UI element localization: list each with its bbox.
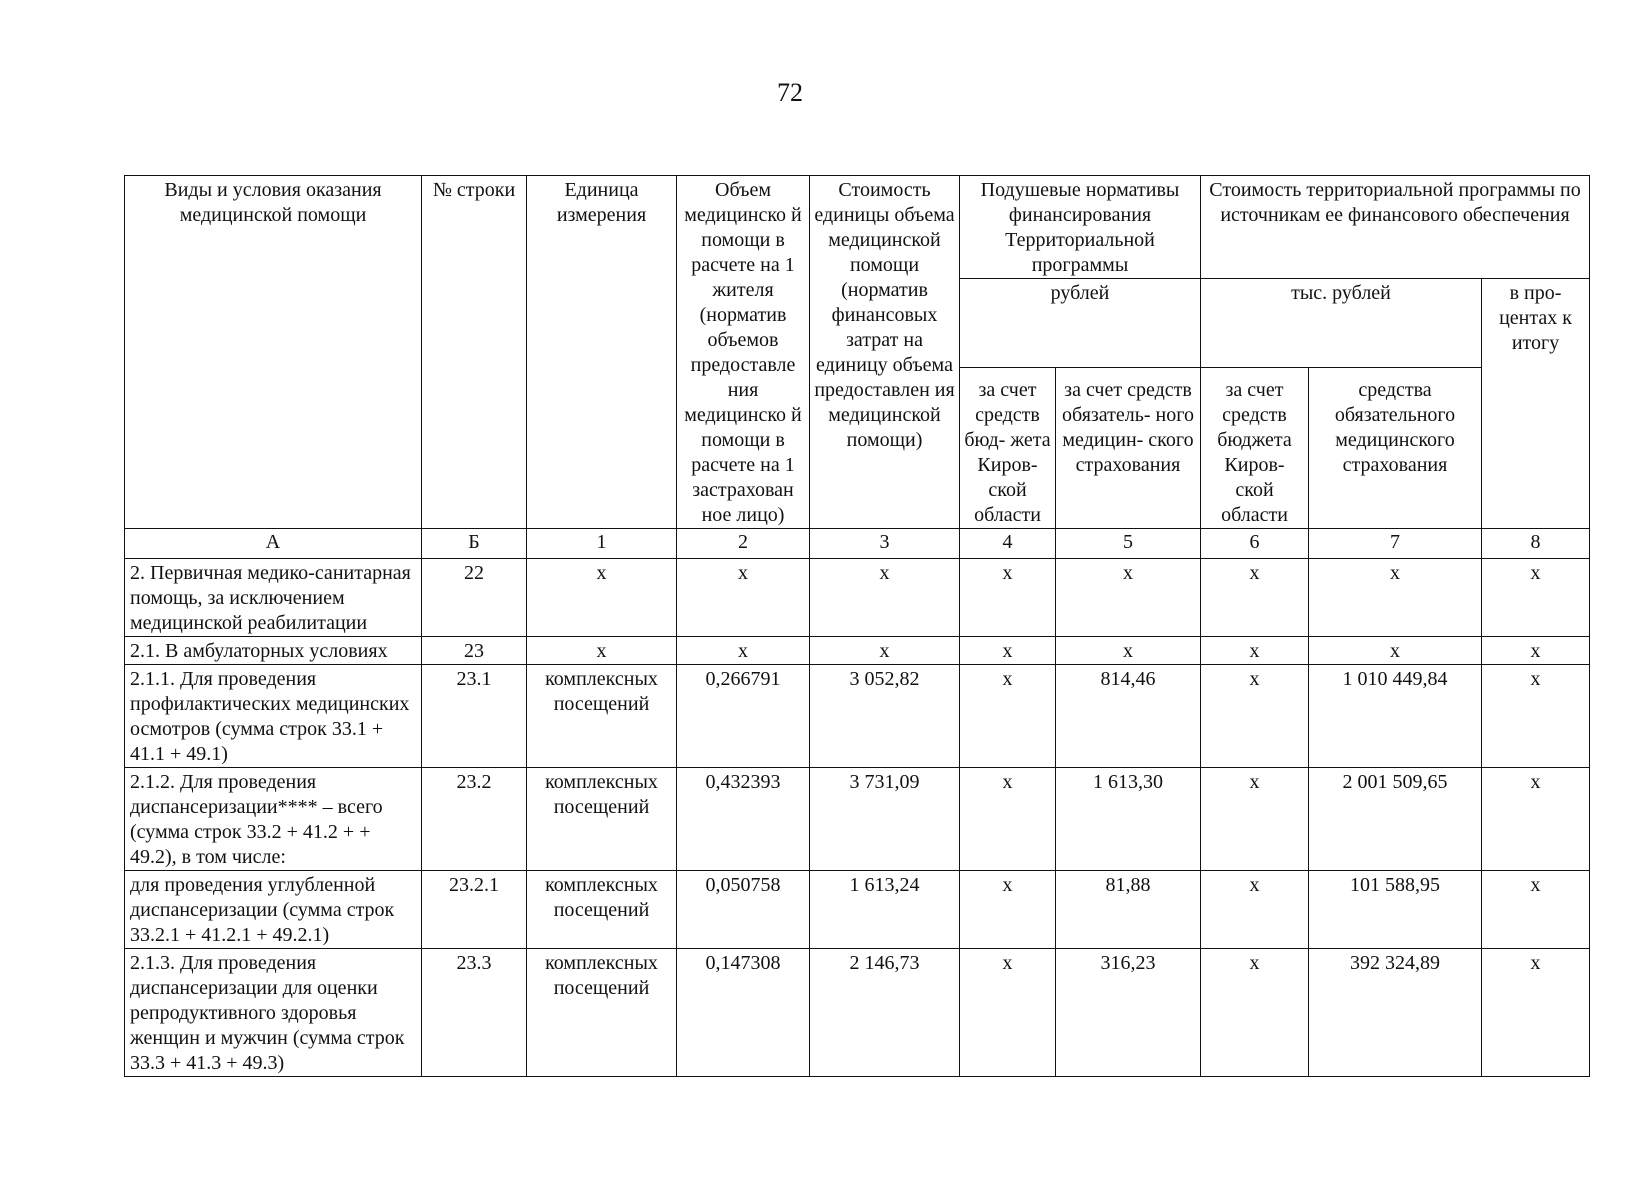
row-unit-cost: 1 613,24 <box>810 871 960 949</box>
row-budget-norm: х <box>960 637 1056 665</box>
row-unit: комплексных посещений <box>527 768 677 871</box>
header-percent: в про- центах к итогу <box>1482 279 1590 529</box>
row-name: 2. Первичная медико-санитарная помощь, за исключением медицинской реабилитации <box>125 559 422 637</box>
row-name: 2.1.1. Для проведения профилактических медицинских осмотров (сумма строк 33.1 + 41.1 + 49.1) <box>125 665 422 768</box>
row-percent: х <box>1482 559 1590 637</box>
row-budget-total: х <box>1201 768 1309 871</box>
row-oms-total: 2 001 509,65 <box>1309 768 1482 871</box>
column-number: 3 <box>810 529 960 559</box>
row-percent: х <box>1482 665 1590 768</box>
row-name: 2.1.3. Для проведения диспансеризации для оценки репродуктивного здоровья женщин и мужчин (сумма строк 33.3 + 41.3 + 49.3) <box>125 949 422 1077</box>
column-number-row <box>125 529 1590 559</box>
table-row <box>125 665 1590 768</box>
row-percent: х <box>1482 768 1590 871</box>
header-budget-norm: за счет средств бюд- жета Киров- ской области <box>960 368 1056 529</box>
row-unit: комплексных посещений <box>527 949 677 1077</box>
row-volume: х <box>677 637 810 665</box>
row-unit: комплексных посещений <box>527 665 677 768</box>
row-budget-total: х <box>1201 665 1309 768</box>
row-line-number: 23.3 <box>422 949 527 1077</box>
row-percent: х <box>1482 949 1590 1077</box>
row-budget-total: х <box>1201 949 1309 1077</box>
column-number: 1 <box>527 529 677 559</box>
row-oms-total: 392 324,89 <box>1309 949 1482 1077</box>
row-volume: х <box>677 559 810 637</box>
column-number: 2 <box>677 529 810 559</box>
header-per-capita-norms: Подушевые нормативы финансирования Территориальной программы <box>960 176 1201 279</box>
row-name: 2.1.2. Для проведения диспансеризации**** – всего (сумма строк 33.2 + 41.2 + + 49.2), в том числе: <box>125 768 422 871</box>
header-rubles: рублей <box>960 279 1201 368</box>
row-unit-cost: х <box>810 637 960 665</box>
row-budget-norm: х <box>960 559 1056 637</box>
header-type-of-care: Виды и условия оказания медицинской помощи <box>125 176 422 529</box>
row-volume: 0,050758 <box>677 871 810 949</box>
row-percent: х <box>1482 871 1590 949</box>
header-unit: Единица измерения <box>527 176 677 529</box>
header-oms-norm: за счет средств обязатель- ного медицин- ского страхования <box>1056 368 1201 529</box>
row-budget-total: х <box>1201 559 1309 637</box>
row-oms-norm: х <box>1056 559 1201 637</box>
row-budget-norm: х <box>960 949 1056 1077</box>
column-number: А <box>125 529 422 559</box>
header-volume: Объем медицинско й помощи в расчете на 1 жителя (норматив объемов предоставле ния медицинско й помощи в расчете на 1 застрахован ное лицо) <box>677 176 810 529</box>
row-line-number: 23.2 <box>422 768 527 871</box>
row-budget-total: х <box>1201 871 1309 949</box>
row-unit-cost: 3 731,09 <box>810 768 960 871</box>
row-line-number: 23.2.1 <box>422 871 527 949</box>
row-oms-total: 1 010 449,84 <box>1309 665 1482 768</box>
row-name: 2.1. В амбулаторных условиях <box>125 637 422 665</box>
row-budget-total: х <box>1201 637 1309 665</box>
column-number: 4 <box>960 529 1056 559</box>
header-program-cost: Стоимость территориальной программы по источникам ее финансового обеспечения <box>1201 176 1590 279</box>
header-budget-total: за счет средств бюджета Киров- ской области <box>1201 368 1309 529</box>
row-oms-norm: х <box>1056 637 1201 665</box>
column-number: Б <box>422 529 527 559</box>
header-line-number: № строки <box>422 176 527 529</box>
header-unit-cost: Стоимость единицы объема медицинской помощи (норматив финансовых затрат на единицу объема предоставлен ия медицинской помощи) <box>810 176 960 529</box>
row-oms-norm: 814,46 <box>1056 665 1201 768</box>
row-unit-cost: х <box>810 559 960 637</box>
column-number: 5 <box>1056 529 1201 559</box>
row-unit-cost: 3 052,82 <box>810 665 960 768</box>
table-row <box>125 637 1590 665</box>
column-number: 8 <box>1482 529 1590 559</box>
row-unit: х <box>527 637 677 665</box>
row-oms-total: х <box>1309 637 1482 665</box>
page-number: 72 <box>777 78 803 107</box>
column-number: 7 <box>1309 529 1482 559</box>
row-volume: 0,266791 <box>677 665 810 768</box>
row-oms-norm: 316,23 <box>1056 949 1201 1077</box>
row-budget-norm: х <box>960 768 1056 871</box>
header-thousand-rubles: тыс. рублей <box>1201 279 1482 368</box>
column-number: 6 <box>1201 529 1309 559</box>
table-row <box>125 559 1590 637</box>
row-oms-norm: 1 613,30 <box>1056 768 1201 871</box>
program-cost-table <box>124 175 1590 1077</box>
row-oms-total: х <box>1309 559 1482 637</box>
row-volume: 0,147308 <box>677 949 810 1077</box>
table-row <box>125 871 1590 949</box>
row-unit-cost: 2 146,73 <box>810 949 960 1077</box>
table-row <box>125 768 1590 871</box>
row-line-number: 23.1 <box>422 665 527 768</box>
row-volume: 0,432393 <box>677 768 810 871</box>
row-budget-norm: х <box>960 871 1056 949</box>
header-oms-total: средства обязательного медицинского страхования <box>1309 368 1482 529</box>
row-name: для проведения углубленной диспансеризации (сумма строк 33.2.1 + 41.2.1 + 49.2.1) <box>125 871 422 949</box>
row-line-number: 23 <box>422 637 527 665</box>
row-line-number: 22 <box>422 559 527 637</box>
row-budget-norm: х <box>960 665 1056 768</box>
row-oms-total: 101 588,95 <box>1309 871 1482 949</box>
table-row <box>125 949 1590 1077</box>
row-unit: х <box>527 559 677 637</box>
row-oms-norm: 81,88 <box>1056 871 1201 949</box>
row-percent: х <box>1482 637 1590 665</box>
row-unit: комплексных посещений <box>527 871 677 949</box>
